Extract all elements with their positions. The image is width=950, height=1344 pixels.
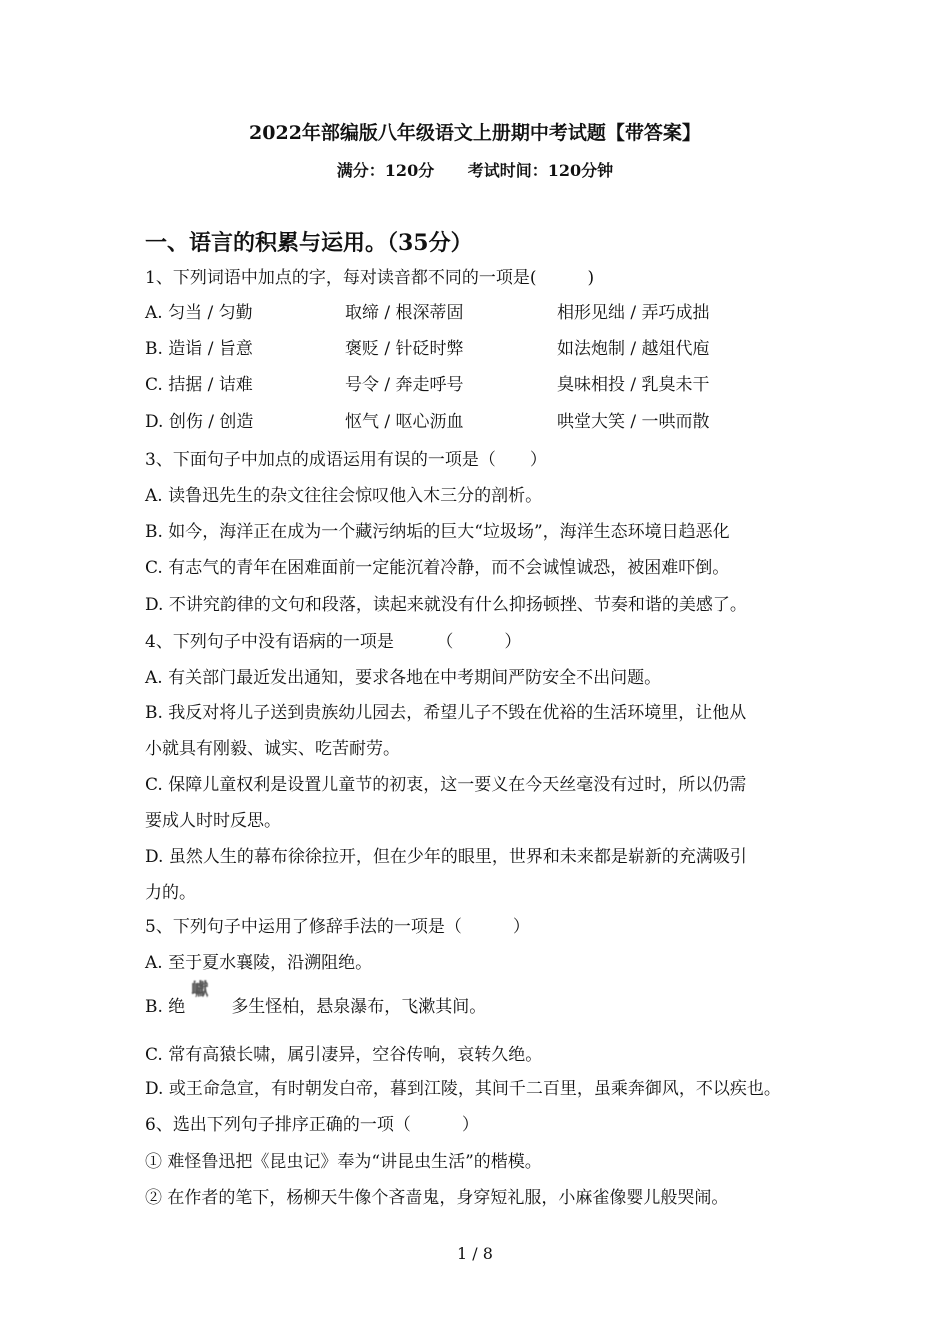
q1-a-col3: 相形见绌 / 弄巧成拙	[557, 303, 710, 323]
q5-option-d: D. 或王命急宣，有时朝发白帝，暮到江陵，其间千二百里，虽乘奔御风，不以疾也。	[145, 1079, 781, 1099]
q4-option-d-line1: D. 虽然人生的幕布徐徐拉开，但在少年的眼里，世界和未来都是崭新的充满吸引	[145, 847, 747, 867]
q3-option-d: D. 不讲究韵律的文句和段落，读起来就没有什么抑扬顿挫、节奏和谐的美感了。	[145, 595, 747, 615]
q5-option-a: A. 至于夏水襄陵，沿溯阻绝。	[145, 953, 373, 973]
q5-stem: 5、下列句子中运用了修辞手法的一项是（ ）	[145, 917, 530, 937]
q4-option-c-line1: C. 保障儿童权利是设置儿童节的初衷，这一要义在今天丝毫没有过时，所以仍需	[145, 775, 747, 795]
q1-option-c	[145, 374, 845, 396]
full-score: 满分：120分	[336, 161, 435, 180]
q5-option-b	[145, 979, 487, 1019]
q1-a-col2: 取缔 / 根深蒂固	[345, 303, 464, 323]
section-heading: 一、语言的积累与运用。（35分）	[145, 230, 473, 256]
q1-b-col2: 褒贬 / 针砭时弊	[345, 339, 464, 359]
q1-b-col1: B. 造诣 / 旨意	[145, 339, 253, 359]
q1-option-b	[145, 338, 845, 360]
page-number: 1 / 8	[457, 1244, 493, 1263]
exam-time: 考试时间：120分钟	[467, 161, 614, 180]
q1-option-a	[145, 302, 845, 324]
q3-option-b: B. 如今，海洋正在成为一个藏污纳垢的巨大“垃圾场”，海洋生态环境日趋恶化	[145, 522, 730, 542]
q1-c-col1: C. 拮据 / 诘难	[145, 375, 253, 395]
q1-c-col2: 号令 / 奔走呼号	[345, 375, 464, 395]
q5-b-prefix: B. 绝	[145, 997, 186, 1017]
exam-title: 2022年部编版八年级语文上册期中考试题【带答案】	[249, 122, 701, 144]
q3-stem: 3、下面句子中加点的成语运用有误的一项是（ ）	[145, 450, 547, 470]
q6-sentence-2: ② 在作者的笔下，杨柳天牛像个吝啬鬼，身穿短礼服，小麻雀像婴儿般哭闹。	[145, 1188, 729, 1208]
q4-option-d-line2: 力的。	[145, 883, 196, 903]
q4-option-a: A. 有关部门最近发出通知，要求各地在中考期间严防安全不出问题。	[145, 668, 662, 688]
q4-option-b-line2: 小就具有刚毅、诚实、吃苦耐劳。	[145, 739, 400, 759]
q3-option-c: C. 有志气的青年在困难面前一定能沉着冷静，而不会诚惶诚恐，被困难吓倒。	[145, 558, 730, 578]
q4-option-c-line2: 要成人时时反思。	[145, 811, 281, 831]
q1-d-col1: D. 创伤 / 创造	[145, 412, 254, 432]
q1-a-col1: A. 匀当 / 匀勤	[145, 303, 253, 323]
rare-char-image	[185, 979, 231, 1019]
q1-d-col2: 怄气 / 呕心沥血	[345, 412, 464, 432]
q4-stem: 4、下列句子中没有语病的一项是 （ ）	[145, 632, 522, 652]
q1-stem: 1、下列词语中加点的字，每对读音都不同的一项是( )	[145, 268, 595, 288]
exam-subtitle	[0, 160, 950, 182]
q1-option-d	[145, 411, 845, 433]
q5-option-c: C. 常有高猿长啸，属引凄异，空谷传响，哀转久绝。	[145, 1045, 543, 1065]
q6-sentence-1: ① 难怪鲁迅把《昆虫记》奉为“讲昆虫生活”的楷模。	[145, 1152, 542, 1172]
rare-char-glyph: 巘	[191, 979, 209, 1000]
q1-b-col3: 如法炮制 / 越俎代庖	[557, 339, 710, 359]
q1-d-col3: 哄堂大笑 / 一哄而散	[557, 412, 710, 432]
q3-option-a: A. 读鲁迅先生的杂文往往会惊叹他入木三分的剖析。	[145, 486, 543, 506]
q6-stem: 6、选出下列句子排序正确的一项（ ）	[145, 1115, 479, 1135]
q1-c-col3: 臭味相投 / 乳臭未干	[557, 375, 710, 395]
q5-b-suffix: 多生怪柏，悬泉瀑布，飞漱其间。	[231, 997, 487, 1017]
q4-option-b-line1: B. 我反对将儿子送到贵族幼儿园去，希望儿子不毁在优裕的生活环境里，让他从	[145, 703, 747, 723]
